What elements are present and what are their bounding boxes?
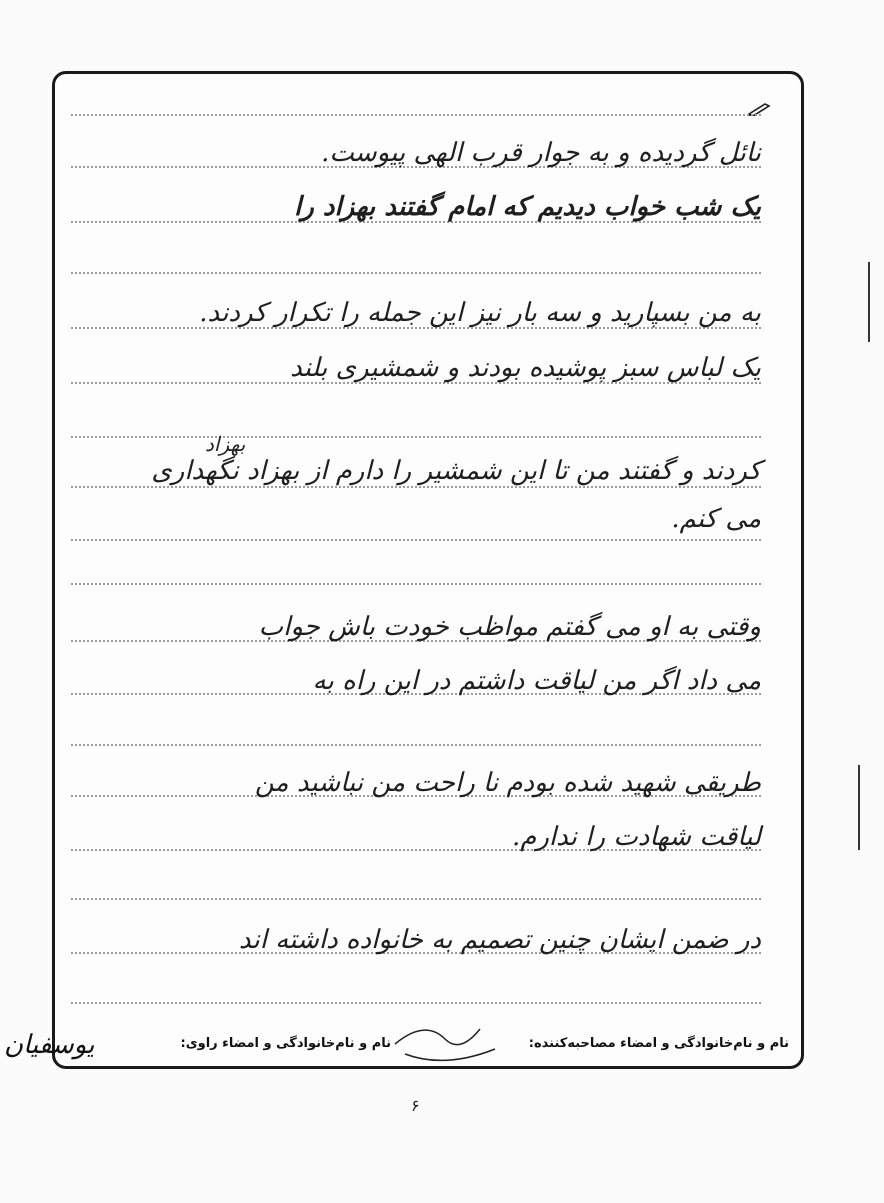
page-number: ۶: [411, 1096, 420, 1115]
ruled-line: [71, 583, 761, 585]
interviewer-signature-label: نام و نام‌خانوادگی و امضاء مصاحبه‌کننده:: [528, 1036, 789, 1051]
margin-mark: [868, 262, 870, 342]
inserted-word: بهزاد: [205, 432, 246, 456]
ruled-line: [71, 486, 761, 488]
handwritten-line: می داد اگر من لیاقت داشتم در این راه به: [312, 666, 761, 696]
page-frame: [52, 71, 804, 1069]
ruled-line: [71, 272, 761, 274]
ruled-line: [71, 539, 761, 541]
narrator-signature-label: نام و نام‌خانوادگی و امضاء راوی:: [180, 1036, 391, 1051]
margin-mark: [858, 765, 860, 850]
handwritten-line: می کنم.: [671, 504, 761, 534]
handwritten-line: طریقی شهید شده بودم نا راحت من نباشید من: [254, 768, 761, 798]
ruled-line: [71, 898, 761, 900]
ruled-line: [71, 1002, 761, 1004]
narrator-signature: یوسفیان: [4, 1030, 95, 1060]
handwritten-line: به من بسپارید و سه بار نیز این جمله را تکرار کردند.: [199, 298, 761, 328]
handwritten-line: یک شب خواب دیدیم که امام گفتند بهزاد را: [294, 192, 761, 222]
ruled-line: [71, 114, 761, 116]
ruled-line: [71, 436, 761, 438]
handwritten-line: در ضمن ایشان چنین تصمیم به خانواده داشته اند: [238, 925, 761, 955]
handwritten-line: یک لباس سبز پوشیده بودند و شمشیری بلند: [290, 353, 761, 383]
ruled-line: [71, 744, 761, 746]
handwritten-line: نائل گردیده و به جوار قرب الهی پیوست.: [321, 138, 761, 168]
interviewer-signature: [385, 1014, 505, 1064]
handwritten-line: کردند و گفتند من تا این شمشیر را دارم از بهزاد نگهداری: [151, 456, 761, 486]
signature-footer: [55, 1022, 801, 1066]
handwritten-line: وقتی به او می گفتم مواظب خودت باش جواب: [258, 612, 761, 642]
handwritten-line: لیاقت شهادت را ندارم.: [512, 822, 761, 852]
